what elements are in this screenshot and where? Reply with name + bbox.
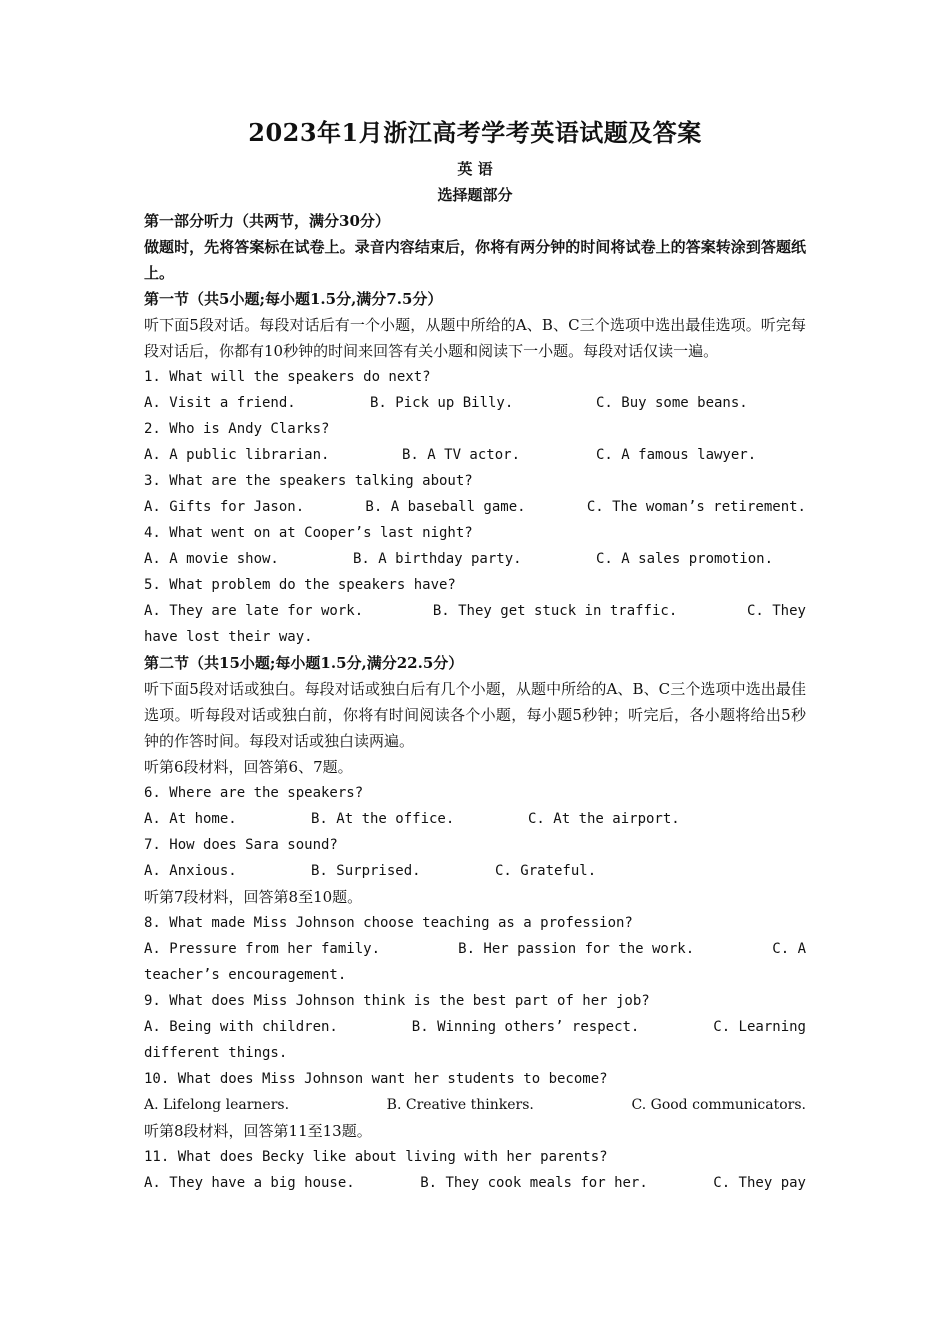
option-c-continued: have lost their way. <box>144 629 313 645</box>
option-a: A. A movie show. <box>144 551 279 567</box>
option-c: C. Grateful. <box>495 863 597 879</box>
question-options <box>144 390 806 416</box>
question-options <box>144 1014 806 1040</box>
option-a: A. Visit a friend. <box>144 395 296 411</box>
question-stem: 7. How does Sara sound? <box>144 837 338 853</box>
option-a: A. Lifelong learners. <box>144 1097 290 1113</box>
option-a: A. At home. <box>144 811 237 827</box>
option-c: C. Buy some beans. <box>596 395 748 411</box>
question-options <box>144 494 806 520</box>
option-b: B. They cook meals for her. <box>420 1175 648 1191</box>
section2-instructions: 听下面5段对话或独白。每段对话或独白后有几个小题，从题中所给的A、B、C三个选项中选出最佳选项。听每段对话或独白前，你将有时间阅读各个小题，每小题5秒钟；听完后，各小题将给出5秒钟的作答时间。每段对话或独白读两遍。 <box>144 680 806 750</box>
question-options <box>144 936 806 962</box>
option-c: C. The woman’s retirement. <box>586 499 806 515</box>
option-a: A. They are late for work. <box>144 603 364 619</box>
part1-heading: 第一部分听力（共两节，满分30分） <box>144 212 390 230</box>
option-c: C. A famous lawyer. <box>596 447 757 463</box>
option-b: B. Surprised. <box>311 863 421 879</box>
option-b: B. Winning others’ respect. <box>411 1019 640 1035</box>
option-b: B. A TV actor. <box>402 447 521 463</box>
option-b: B. A birthday party. <box>353 551 522 567</box>
question-stem: 4. What went on at Cooper’s last night? <box>144 525 473 541</box>
material-label: 听第8段材料，回答第11至13题。 <box>144 1122 372 1140</box>
option-c: C. They <box>746 603 806 619</box>
option-c: C. At the airport. <box>528 811 680 827</box>
option-c-continued: different things. <box>144 1045 288 1061</box>
question-stem: 2. Who is Andy Clarks? <box>144 421 330 437</box>
question-options <box>144 598 806 624</box>
document-title: 2023年1月浙江高考学考英语试题及答案 <box>248 118 702 147</box>
question-stem: 11. What does Becky like about living with her parents? <box>144 1149 608 1165</box>
option-b: B. Creative thinkers. <box>386 1097 534 1113</box>
option-c: C. Good communicators. <box>631 1097 806 1113</box>
question-options <box>144 1092 806 1118</box>
option-a: A. Anxious. <box>144 863 237 879</box>
option-c: C. A <box>772 941 806 957</box>
option-c: C. Learning <box>713 1019 806 1035</box>
question-options <box>144 858 806 884</box>
material-label: 听第7段材料，回答第8至10题。 <box>144 888 363 906</box>
exam-content <box>144 116 806 1196</box>
question-options <box>144 442 806 468</box>
option-b: B. Her passion for the work. <box>458 941 695 957</box>
subject-label: 英 语 <box>457 160 493 178</box>
section2-heading: 第二节（共15小题;每小题1.5分,满分22.5分） <box>144 654 464 672</box>
question-stem: 6. Where are the speakers? <box>144 785 364 801</box>
option-a: A. Being with children. <box>144 1019 338 1035</box>
material-label: 听第6段材料，回答第6、7题。 <box>144 758 353 776</box>
question-options <box>144 546 806 572</box>
question-stem: 3. What are the speakers talking about? <box>144 473 473 489</box>
option-b: B. At the office. <box>311 811 455 827</box>
option-b: B. A baseball game. <box>365 499 526 515</box>
question-stem: 1. What will the speakers do next? <box>144 369 431 385</box>
instructions: 做题时，先将答案标在试卷上。录音内容结束后，你将有两分钟的时间将试卷上的答案转涂到答题纸上。 <box>144 238 806 282</box>
option-b: B. Pick up Billy. <box>370 395 514 411</box>
question-options <box>144 806 806 832</box>
option-c-continued: teacher’s encouragement. <box>144 967 347 983</box>
option-b: B. They get stuck in traffic. <box>432 603 678 619</box>
question-options <box>144 1170 806 1196</box>
option-c: C. They pay <box>713 1175 806 1191</box>
question-stem: 9. What does Miss Johnson think is the best part of her job? <box>144 993 650 1009</box>
option-a: A. A public librarian. <box>144 447 330 463</box>
question-stem: 8. What made Miss Johnson choose teaching as a profession? <box>144 915 633 931</box>
part-heading: 选择题部分 <box>437 186 513 204</box>
question-stem: 10. What does Miss Johnson want her students to become? <box>144 1071 608 1087</box>
option-a: A. Pressure from her family. <box>144 941 381 957</box>
option-a: A. They have a big house. <box>144 1175 355 1191</box>
option-c: C. A sales promotion. <box>596 551 774 567</box>
section1-instructions: 听下面5段对话。每段对话后有一个小题，从题中所给的A、B、C三个选项中选出最佳选项。听完每段对话后，你都有10秒钟的时间来回答有关小题和阅读下一小题。每段对话仅读一遍。 <box>144 316 806 360</box>
section1-heading: 第一节（共5小题;每小题1.5分,满分7.5分） <box>144 290 443 308</box>
question-stem: 5. What problem do the speakers have? <box>144 577 456 593</box>
option-a: A. Gifts for Jason. <box>144 499 305 515</box>
